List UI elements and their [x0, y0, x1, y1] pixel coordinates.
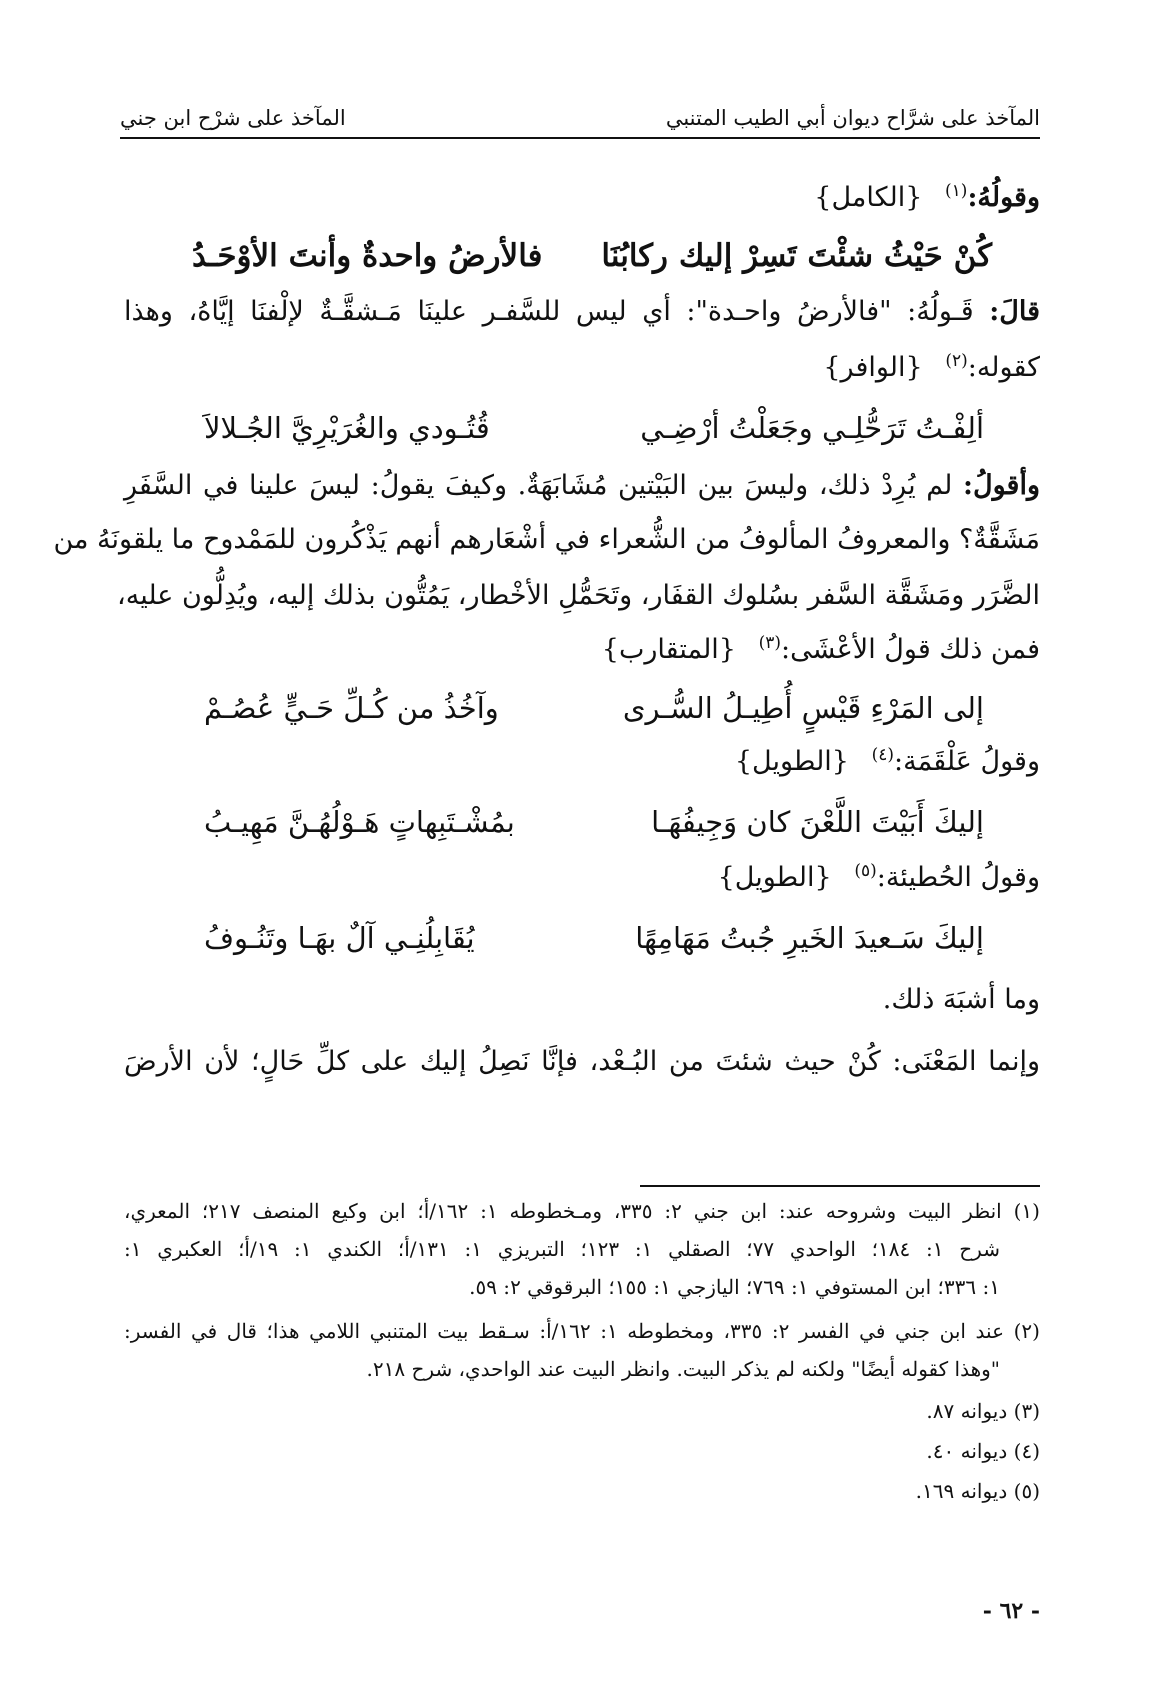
verse-hemistich-second: بمُشْـتَبِهاتٍ هَـوْلُهُـنَّ مَهِيـبُ: [204, 805, 515, 839]
meter-label: {الوافر}: [823, 352, 923, 383]
aqul-label: وأقولُ:: [963, 470, 1040, 501]
footnote-2-line-1: (٢) عند ابن جني في الفسر ٢: ٣٣٥، ومخطوطه ١: ١٦٢/أ: سـقط بيت المتنبي اللامي هذا؛ قال في الفسر:: [124, 1319, 1040, 1343]
closing-line: وما أشبَهَ ذلك.: [882, 984, 1040, 1015]
aqul-line-3: الضَّرَر ومَشَقَّة السَّفر بسُلوك القفَار، وتَحَمُّلِ الأخْطار، يَمُتُّون بذلك إليه، ويُدِلُّون عليه،: [117, 580, 1040, 611]
verse-4: [204, 798, 984, 846]
footnote-3: (٣) ديوانه ٨٧.: [926, 1399, 1040, 1423]
intro-line-1: [124, 176, 1040, 220]
verse-3: [204, 684, 984, 732]
aqul-text-1: لم يُرِدْ ذلك، وليسَ بين البَيْتين مُشَابَهَةٌ. وكيفَ يقولُ: ليسَ علينا في السَّفَرِ: [124, 470, 953, 501]
qala-text: قَـولُهُ: "فالأرضُ واحـدة": أي ليس للسَّفـر علينَا مَـشقَّـةٌ لإلْفنَا إيَّاهُ، وهذا: [124, 296, 974, 327]
footnote-ref: (٣): [758, 633, 781, 653]
page-number: - ٦٢ -: [982, 1598, 1040, 1624]
meter-label: {الطويل}: [717, 862, 832, 893]
footnote-ref: (١): [945, 181, 968, 201]
verse-hemistich-first: إليكَ أَبَيْتَ اللَّعْنَ كان وَجِيفُهَـا: [651, 805, 984, 839]
verse-hemistich-second: وآخُذُ من كُـلِّ حَـيٍّ عُصُـمْ: [204, 691, 499, 725]
footnote-2-line-2: "وهذا كقوله أيضًا" ولكنه لم يذكر البيت. وانظر البيت عند الواحدي، شرح ٢١٨.: [366, 1357, 1000, 1381]
header-rule: [120, 137, 1040, 139]
footnote-1-line-3: ١: ٣٣٦؛ ابن المستوفي ١: ٧٦٩؛ اليازجي ١: ١٥٥؛ البرقوقي ٢: ٥٩.: [469, 1275, 1000, 1299]
meter-label: {المتقارب}: [601, 634, 736, 665]
verse-hemistich-second: فالأرضُ واحدةٌ وأنتَ الأوْحَـدُ: [192, 238, 543, 274]
intro-line-4: [124, 740, 1040, 784]
meter-label: {الكامل}: [814, 182, 923, 213]
verse-hemistich-first: إلى المَرْءِ قَيْسٍ أُطِيـلُ السُّـرى: [622, 691, 984, 725]
intro-text: كقوله:: [967, 352, 1040, 383]
footnote-ref: (٥): [854, 861, 877, 881]
intro-text: وقولُ عَلْقَمَة:: [894, 746, 1040, 777]
footnote-ref: (٤): [871, 745, 895, 765]
verse-1: [192, 232, 992, 280]
aqul-line-2: مَشَقَّةٌ؟ والمعروفُ المألوفُ من الشُّعراء في أشْعَارهم أنهم يَذْكُرون للمَمْدوح ما يلقونَهُ من: [53, 524, 1040, 555]
qala-label: قالَ:: [989, 296, 1040, 327]
intro-line-2: [124, 346, 1040, 390]
running-header: [120, 90, 1040, 130]
intro-text: وقولُ الحُطيئة:: [876, 862, 1040, 893]
final-line: وإنما المَعْنَى: كُنْ حيث شئتَ من البُـعْد، فإنَّا نَصِلُ إليك على كلِّ حَالٍ؛ لأن الأرضَ: [124, 1046, 1040, 1077]
footnote-rule: [640, 1185, 1040, 1187]
verse-hemistich-second: يُقَابِلُنِـي آلٌ بهَـا وتَنُـوفُ: [204, 921, 475, 955]
footnote-1-line-1: (١) انظر البيت وشروحه عند: ابن جني ٢: ٣٣٥، ومـخطوطه ١: ١٦٢/أ؛ ابن وكيع المنصف ٢١٧؛ المعري،: [124, 1199, 1040, 1223]
verse-hemistich-first: إليكَ سَـعيدَ الخَيرِ جُبتُ مَهَامِهًا: [635, 921, 984, 955]
verse-hemistich-first: كُنْ حَيْثُ شئْتَ تَسِرْ إليك ركابُنَا: [601, 238, 992, 274]
footnote-5: (٥) ديوانه ١٦٩.: [915, 1479, 1040, 1503]
aqul-line-4: [124, 628, 1040, 672]
header-title-right: المآخذ على شرَّاح ديوان أبي الطيب المتنبي: [665, 106, 1040, 130]
verse-2: [204, 404, 984, 452]
intro-label: وقولُهُ:: [967, 182, 1040, 213]
qala-line: [124, 290, 1040, 334]
meter-label: {الطويل}: [734, 746, 849, 777]
aqul-line-1: [124, 464, 1040, 508]
intro-line-5: [124, 856, 1040, 900]
footnote-1-line-2: شرح ١: ١٨٤؛ الواحدي ٧٧؛ الصقلي ١: ١٢٣؛ التبريزي ١: ١٣١/أ؛ الكندي ١: ١٩/أ؛ العكبري ١:: [124, 1237, 1000, 1261]
verse-hemistich-first: ألِفْـتُ تَرَحُّلِـي وجَعَلْتُ أرْضِـي: [640, 411, 984, 445]
footnote-4: (٤) ديوانه ٤٠.: [926, 1439, 1040, 1463]
verse-5: [204, 914, 984, 962]
aqul-text-4: فمن ذلك قولُ الأعْشَى:: [781, 634, 1040, 665]
header-title-left: المآخذ على شرْح ابن جني: [120, 106, 346, 130]
verse-hemistich-second: قُتُـودي والغُرَيْرِيَّ الجُـلالاَ: [204, 411, 490, 445]
footnote-ref: (٢): [945, 351, 968, 371]
